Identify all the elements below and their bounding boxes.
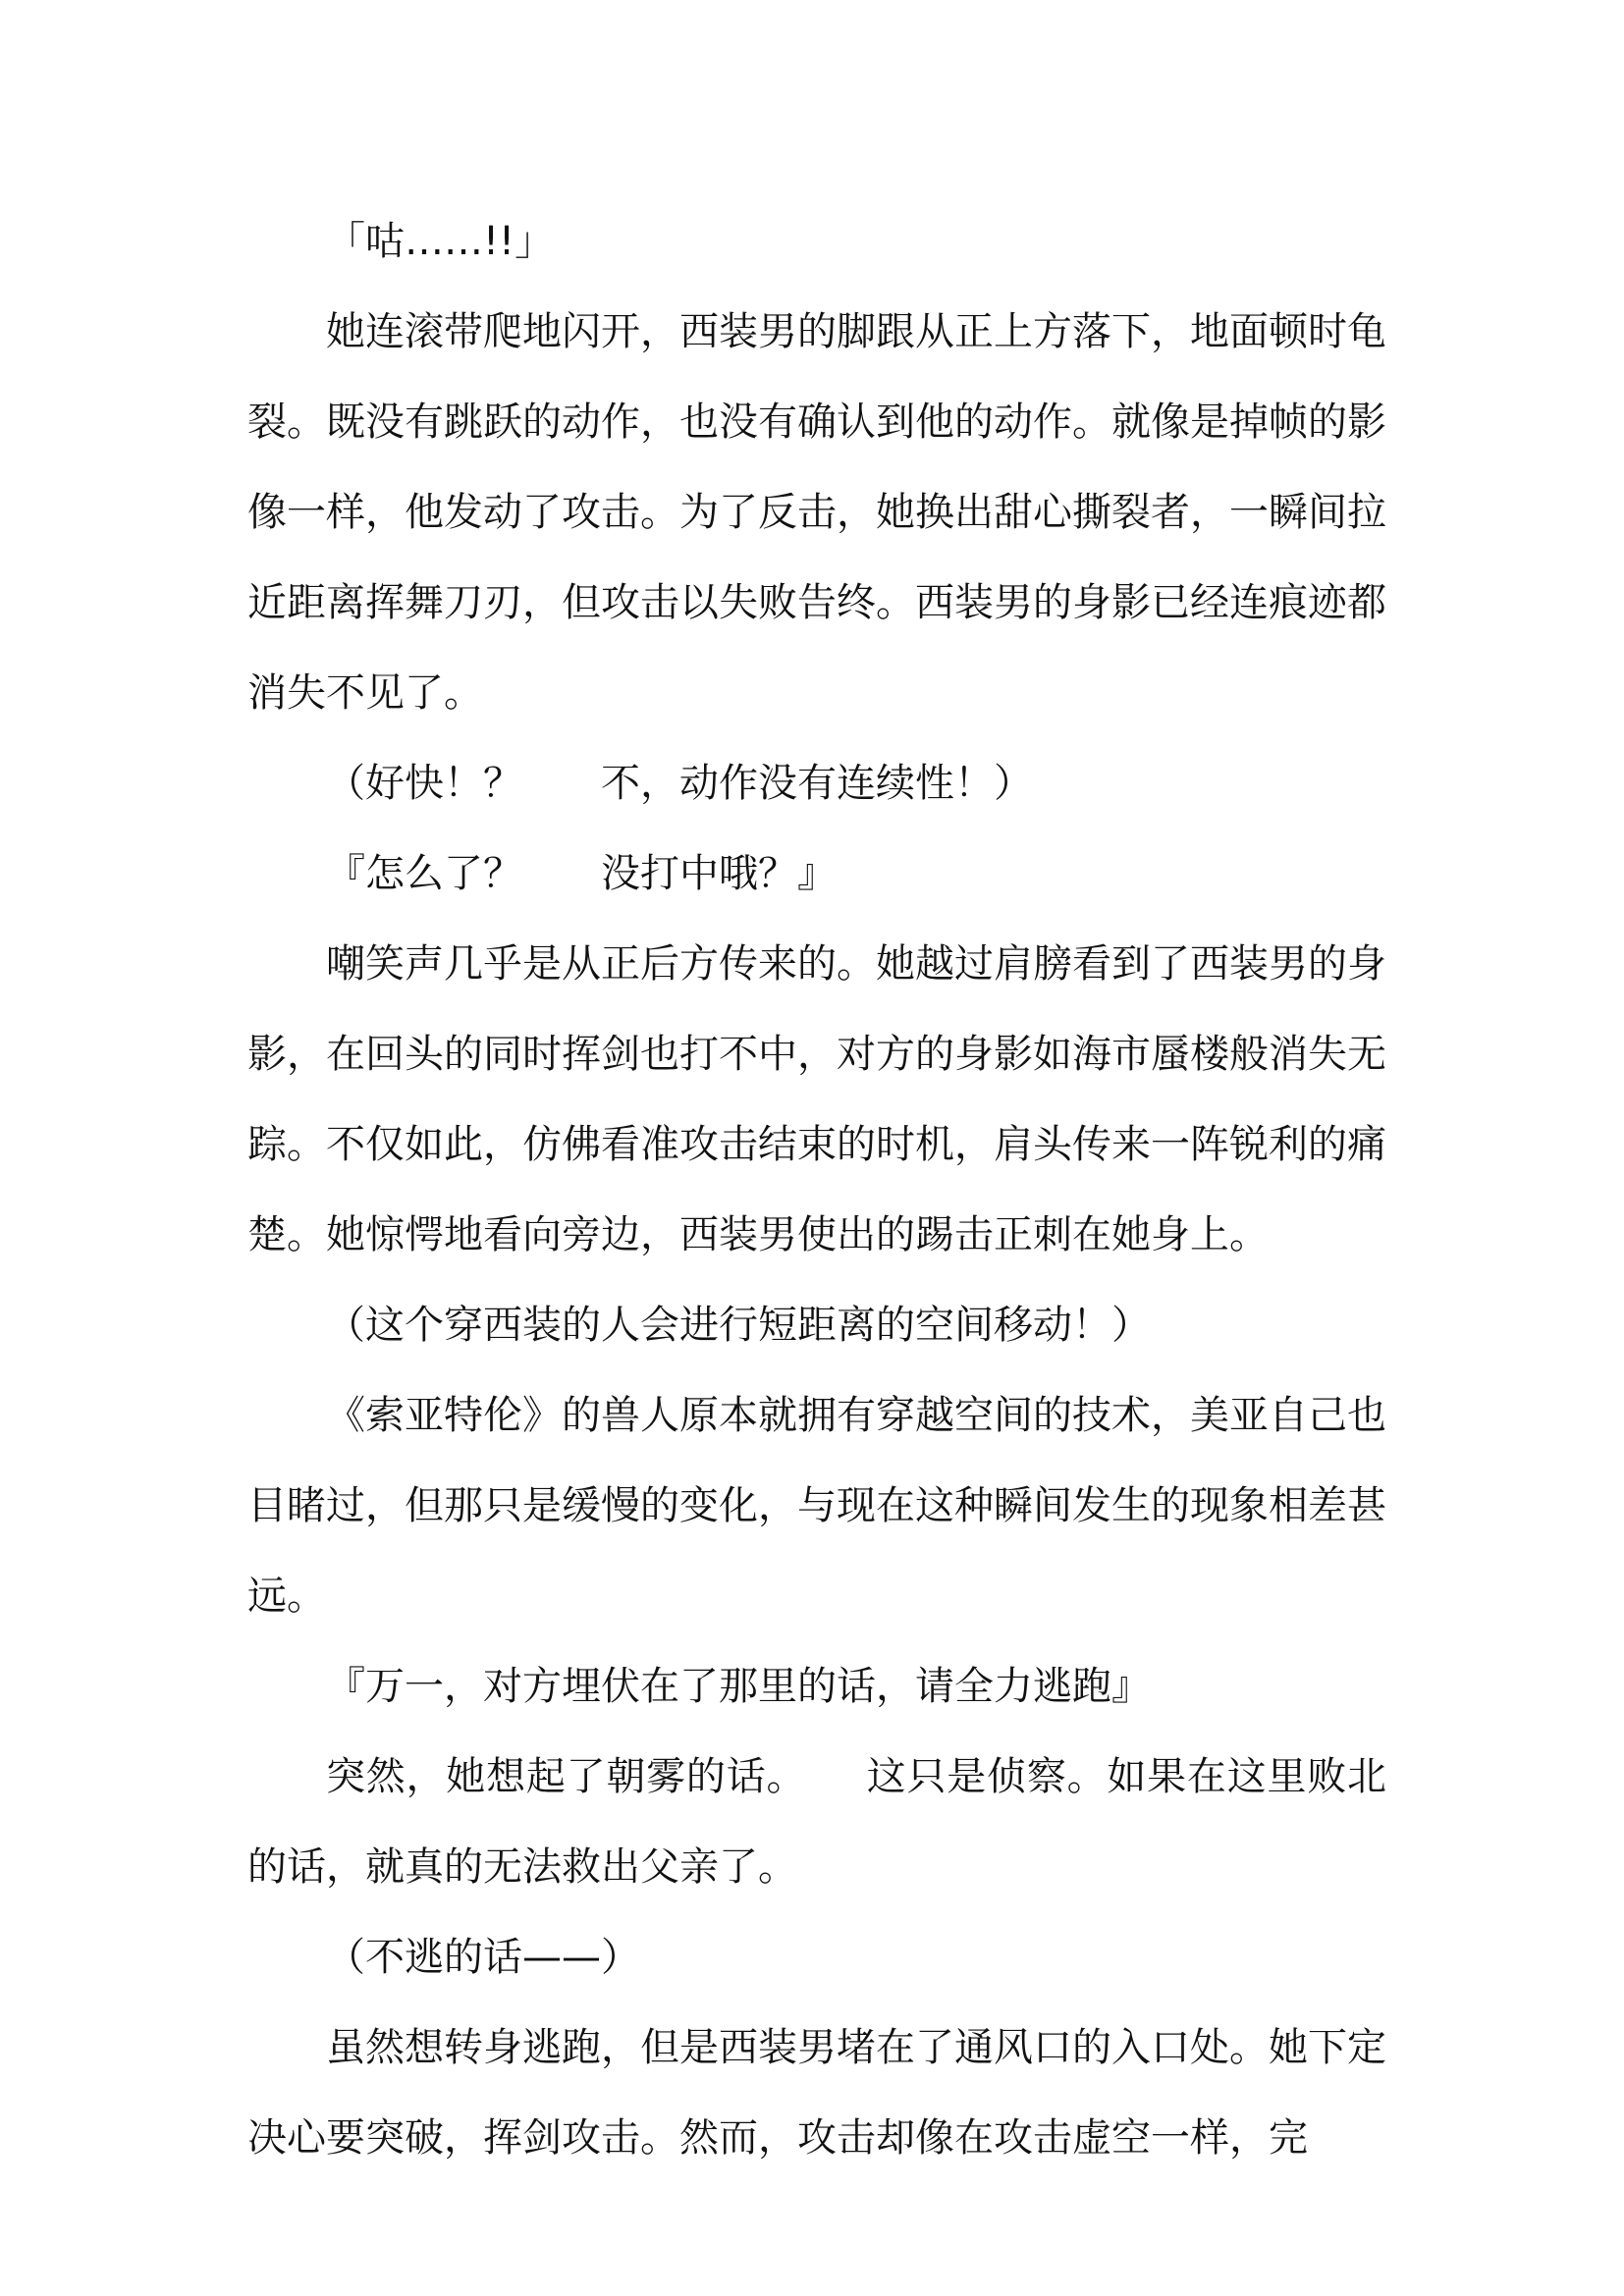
paragraph-6: （这个穿西装的人会进行短距离的空间移动！） <box>326 1303 1151 1348</box>
paragraph-11: 虽然想转身逃跑，但是西装男堵在了通风口的入口处。她下定决心要突破，挥剑攻击。然而，攻击却像在攻击虚空一样，完 <box>247 2025 1386 2161</box>
paragraph-1: 「咕……!!」 <box>326 219 555 264</box>
paragraph-3: （好快！？ 不，动作没有连续性！） <box>326 761 1033 806</box>
paragraph-4: 『怎么了？ 没打中哦？』 <box>326 851 837 896</box>
paragraph-7: 《索亚特伦》的兽人原本就拥有穿越空间的技术，美亚自己也目睹过，但那只是缓慢的变化，与现在这种瞬间发生的现象相差甚远。 <box>247 1393 1386 1619</box>
paragraph-8: 『万一，对方埋伏在了那里的话，请全力逃跑』 <box>326 1664 1151 1709</box>
paragraph-9: 突然，她想起了朝雾的话。 这只是侦察。如果在这里败北的话，就真的无法救出父亲了。 <box>247 1754 1386 1890</box>
paragraph-2: 她连滚带爬地闪开，西装男的脚跟从正上方落下，地面顿时龟裂。既没有跳跃的动作，也没有确认到他的动作。就像是掉帧的影像一样，他发动了攻击。为了反击，她换出甜心撕裂者，一瞬间拉近距离挥舞刀刃，但攻击以失败告终。西装男的身影已经连痕迹都消失不见了。 <box>247 309 1386 716</box>
paragraph-10: （不逃的话——） <box>326 1935 640 1980</box>
body-text <box>247 196 1386 2183</box>
paragraph-5: 嘲笑声几乎是从正后方传来的。她越过肩膀看到了西装男的身影，在回头的同时挥剑也打不中，对方的身影如海市蜃楼般消失无踪。不仅如此，仿佛看准攻击结束的时机，肩头传来一阵锐利的痛楚。她惊愕地看向旁边，西装男使出的踢击正刺在她身上。 <box>247 941 1386 1257</box>
